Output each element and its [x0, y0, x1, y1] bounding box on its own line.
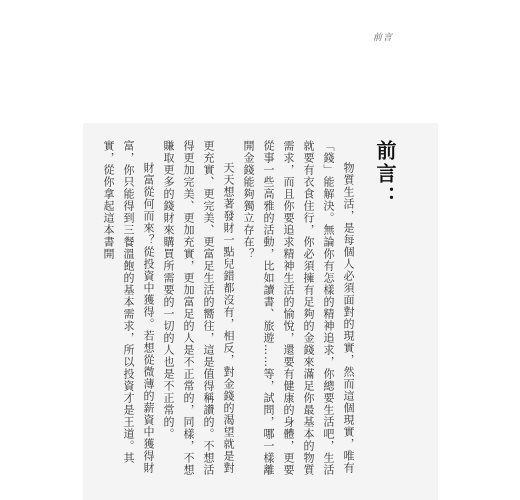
running-head: 前言: [373, 33, 394, 43]
paragraph-1: 物質生活，是每個人必須面對的現實，然而這個現實，唯有「錢」能解決。無論你有怎樣的精神追求，你總要生活吧，生活就要有衣食住行，你必須擁有足夠的金錢來滿足你最基本的物質需求，而且你要追求精神生活的愉悅，還要有健康的身體，更要從事一些高雅的活動，比如讀書、旅遊……等，試問，哪一樣離開金錢能夠獨立存在？: [242, 140, 355, 476]
paragraph-3: 財富從何而來？從投資中獲得。若想從微薄的薪資中獲得財富，你只能得到三餐溫飽的基本需求，所以投資才是王道。其實，從你拿起這本書開: [102, 140, 155, 474]
chapter-title: 前言：: [373, 140, 397, 209]
paragraph-2: 天天想著發財一點兒錯都沒有，相反，對金錢的渴望就是對更充實、更完美、更富足生活的嚮往，這是值得稱讚的。不想活得更加完美、更加充實，更加富足的人是不正常的，同樣，不想賺取更多的錢財來購買所需要的一切的人也是不正常的。: [162, 140, 235, 476]
body-text: [102, 140, 358, 485]
